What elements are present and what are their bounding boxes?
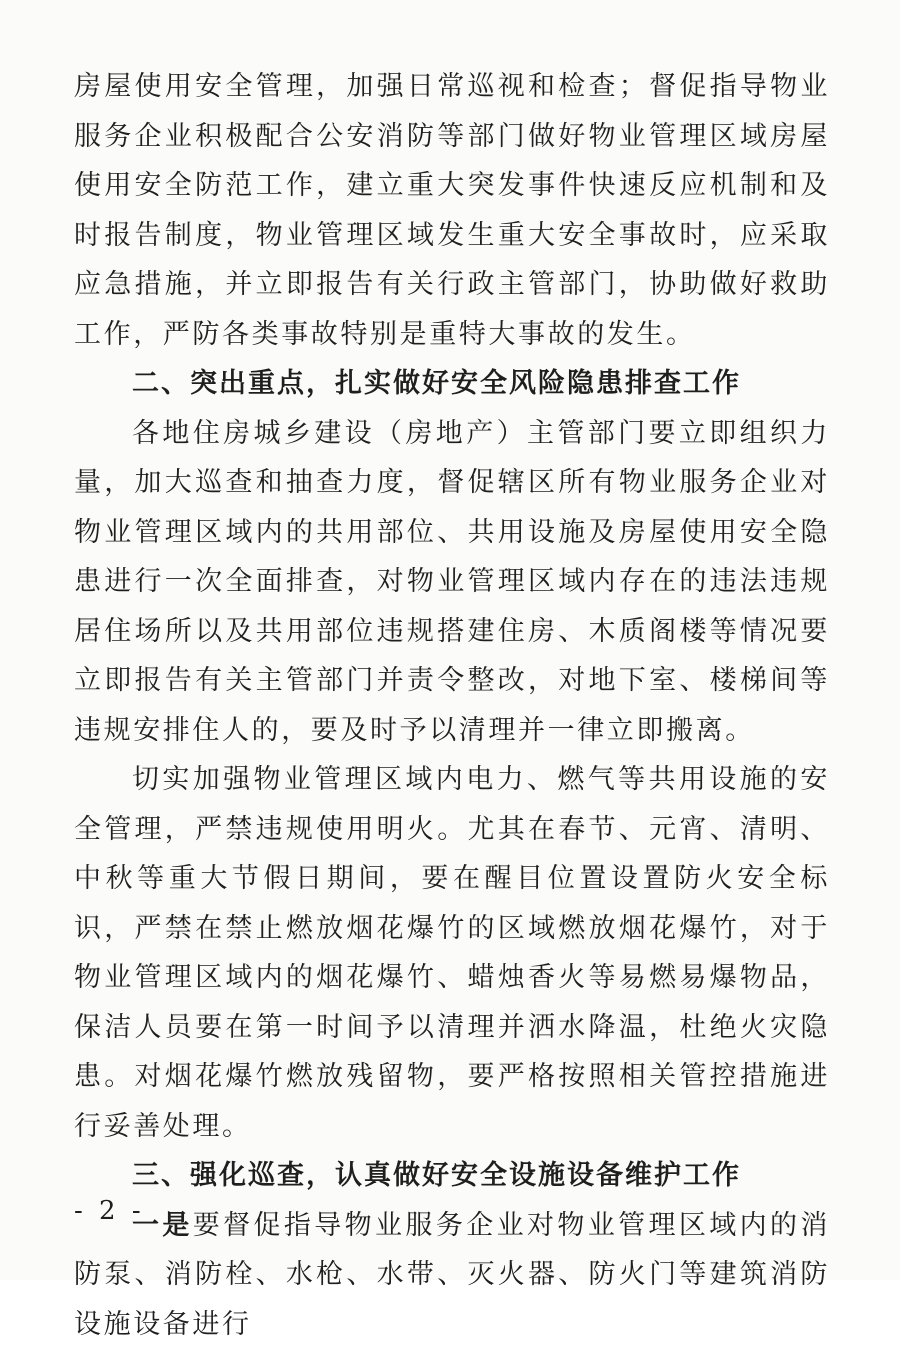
section-heading: 三、强化巡查，认真做好安全设施设备维护工作 — [74, 1151, 830, 1201]
document-body — [74, 62, 830, 1349]
paragraph-text: 要督促指导物业服务企业对物业管理区域内的消防泵、消防栓、水枪、水带、灭火器、防火门等建筑消防设施设备进行 — [74, 1210, 830, 1340]
body-paragraph: 房屋使用安全管理，加强日常巡视和检查；督促指导物业服务企业积极配合公安消防等部门做好物业管理区域房屋使用安全防范工作，建立重大突发事件快速反应机制和及时报告制度，物业管理区域发生重大安全事故时，应采取应急措施，并立即报告有关行政主管部门，协助做好救助工作，严防各类事故特别是重特大事故的发生。 — [74, 62, 830, 359]
body-paragraph — [74, 1201, 830, 1349]
page-number: - 2 - — [74, 1196, 145, 1226]
body-paragraph: 各地住房城乡建设（房地产）主管部门要立即组织力量，加大巡查和抽查力度，督促辖区所有物业服务企业对物业管理区域内的共用部位、共用设施及房屋使用安全隐患进行一次全面排查，对物业管理区域内存在的违法违规居住场所以及共用部位违规搭建住房、木质阁楼等情况要立即报告有关主管部门并责令整改，对地下室、楼梯间等违规安排住人的，要及时予以清理并一律立即搬离。 — [74, 409, 830, 756]
section-heading: 二、突出重点，扎实做好安全风险隐患排查工作 — [74, 359, 830, 409]
body-paragraph: 切实加强物业管理区域内电力、燃气等共用设施的安全管理，严禁违规使用明火。尤其在春节、元宵、清明、中秋等重大节假日期间，要在醒目位置设置防火安全标识，严禁在禁止燃放烟花爆竹的区域燃放烟花爆竹，对于物业管理区域内的烟花爆竹、蜡烛香火等易燃易爆物品，保洁人员要在第一时间予以清理并洒水降温，杜绝火灾隐患。对烟花爆竹燃放残留物，要严格按照相关管控措施进行妥善处理。 — [74, 755, 830, 1151]
paragraph-lead-text: 一是 — [132, 1210, 193, 1241]
